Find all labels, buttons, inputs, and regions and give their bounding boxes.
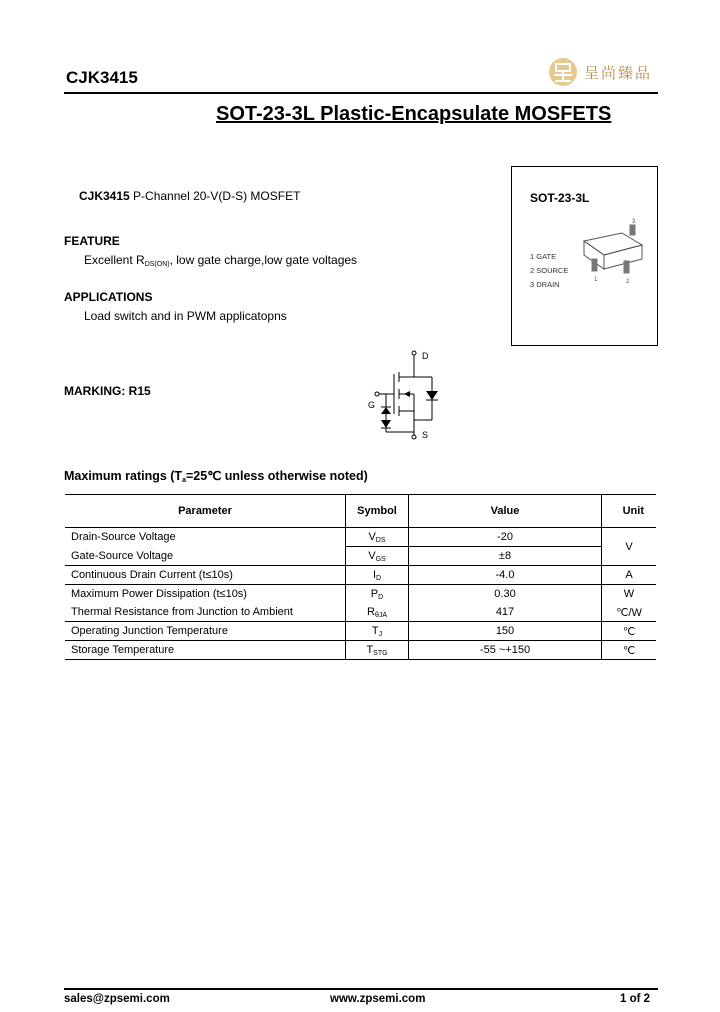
row-unit: ℃: [602, 622, 657, 641]
row-symbol: [346, 622, 409, 641]
mosfet-schematic: [364, 344, 444, 444]
symbol-sub: J: [378, 630, 383, 638]
feature-text-start: Excellent R: [84, 253, 145, 267]
feature-subscript: DS(ON): [144, 261, 170, 268]
symbol-sub: GS: [375, 555, 386, 563]
symbol-sub: D: [378, 593, 384, 601]
feature-text-end: , low gate charge,low gate voltages: [169, 253, 358, 267]
part-number: CJK3415: [66, 68, 138, 87]
symbol-letter: I: [372, 568, 376, 581]
header-symbol: Symbol: [346, 495, 409, 528]
symbol-letter: V: [368, 549, 376, 562]
logo-text: 呈尚臻品: [584, 63, 653, 82]
row-unit: W: [602, 585, 657, 604]
header-rule: [64, 92, 658, 94]
ratings-title-sub: a: [182, 477, 186, 484]
document-title: SOT-23-3L Plastic-Encapsulate MOSFETS: [216, 103, 612, 125]
symbol-sub: STG: [373, 649, 388, 657]
package-drawing: [574, 215, 654, 295]
marking-label: MARKING: R15: [64, 384, 151, 398]
feature-heading: FEATURE: [64, 234, 120, 248]
row-parameter: Gate-Source Voltage: [65, 547, 346, 566]
symbol-letter: P: [370, 587, 379, 600]
package-pin-1: 1 GATE: [530, 252, 557, 261]
package-pin-3: 3 DRAIN: [530, 280, 560, 289]
logo-icon: [548, 57, 578, 87]
symbol-sub: D: [376, 574, 382, 582]
row-parameter: Drain-Source Voltage: [71, 531, 176, 544]
package-box: [511, 166, 658, 346]
company-logo: [548, 57, 652, 87]
symbol-letter: R: [366, 605, 375, 618]
ratings-title: [64, 468, 368, 484]
row-value: -4.0: [409, 566, 602, 585]
row-parameter: Thermal Resistance from Junction to Ambient: [65, 603, 346, 622]
row-unit: ℃/W: [602, 603, 657, 622]
row-parameter: Storage Temperature: [71, 644, 175, 656]
table-row: [65, 585, 656, 604]
row-value: -20: [409, 528, 602, 547]
ratings-title-end: =25℃ unless otherwise noted): [185, 469, 368, 483]
row-parameter: Maximum Power Dissipation (t≤10s): [71, 588, 247, 600]
footer-website[interactable]: www.zpsemi.com: [330, 993, 426, 1005]
table-row: [65, 641, 656, 660]
ratings-table: [65, 494, 656, 660]
header-parameter: Parameter: [65, 495, 346, 528]
footer-email[interactable]: sales@zpsemi.com: [64, 993, 170, 1005]
table-row: [65, 603, 656, 622]
feature-text: [84, 253, 357, 268]
header-unit: Unit: [602, 495, 657, 528]
device-summary: P-Channel 20-V(D-S) MOSFET: [129, 189, 301, 203]
applications-heading: APPLICATIONS: [64, 290, 153, 304]
row-parameter: Continuous Drain Current (t≤10s): [65, 566, 346, 585]
row-value: 150: [409, 622, 602, 641]
row-symbol: [346, 566, 409, 585]
table-row: [65, 622, 656, 641]
row-symbol: [346, 585, 409, 604]
footer-rule: [64, 988, 658, 990]
row-unit: A: [602, 566, 657, 585]
row-value: 0.30: [409, 585, 602, 604]
package-title: SOT-23-3L: [530, 191, 590, 205]
ratings-title-start: Maximum ratings (T: [64, 469, 183, 483]
applications-text: Load switch and in PWM applicatopns: [84, 309, 287, 323]
row-unit: V: [602, 528, 657, 566]
row-symbol: [346, 641, 409, 660]
schematic-label-gate: G: [368, 400, 376, 410]
table-row: [65, 566, 656, 585]
package-pin-number-3: 3: [632, 219, 636, 225]
symbol-letter: T: [371, 624, 379, 637]
header-value: Value: [409, 495, 602, 528]
symbol-sub: DS: [375, 536, 386, 544]
table-row: [65, 547, 656, 566]
device-description: [79, 189, 300, 203]
device-part: CJK3415: [79, 189, 130, 203]
footer-page-number: 1 of 2: [620, 993, 651, 1005]
row-parameter: Operating Junction Temperature: [65, 622, 346, 641]
table-header-row: [65, 495, 656, 528]
row-value: ±8: [409, 547, 602, 566]
row-value: -55 ~+150: [409, 641, 602, 660]
package-pin-number-1: 1: [594, 277, 598, 283]
row-symbol: [346, 603, 409, 622]
symbol-letter: V: [368, 530, 376, 543]
schematic-label-drain: D: [422, 351, 429, 361]
table-row: [65, 528, 656, 547]
package-pin-number-2: 2: [626, 279, 630, 285]
package-pin-2: 2 SOURCE: [530, 266, 569, 275]
row-unit: ℃: [602, 641, 657, 660]
row-symbol: [346, 547, 409, 566]
row-symbol: [346, 528, 409, 547]
symbol-sub: θJA: [374, 611, 387, 619]
schematic-label-source: S: [422, 430, 429, 440]
row-value: 417: [409, 603, 602, 622]
symbol-letter: T: [366, 643, 374, 656]
